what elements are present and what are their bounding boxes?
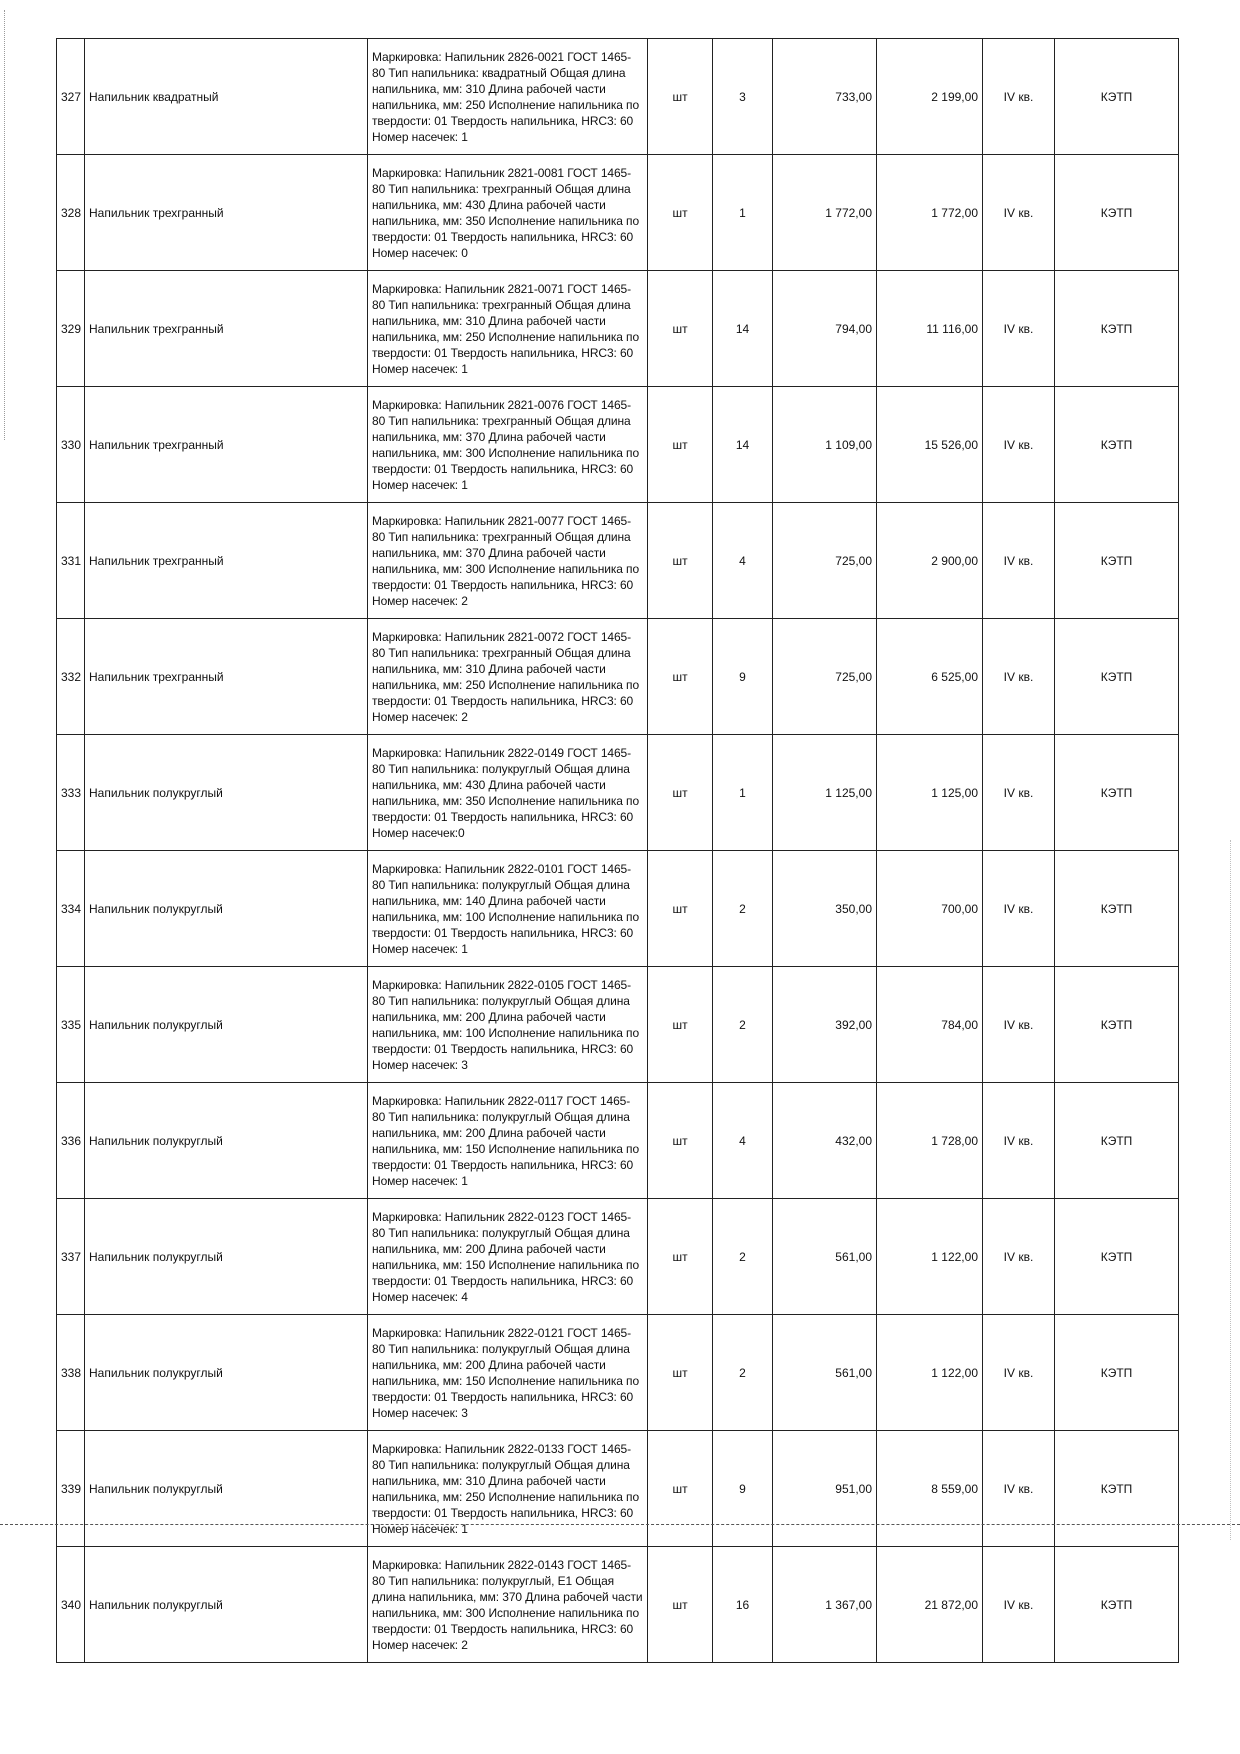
delivery-quarter-cell: IV кв. — [983, 1431, 1055, 1547]
delivery-quarter-cell: IV кв. — [983, 851, 1055, 967]
table-row — [57, 1315, 1179, 1431]
table-row — [57, 735, 1179, 851]
row-number-cell: 327 — [57, 39, 85, 155]
delivery-quarter-cell: IV кв. — [983, 735, 1055, 851]
row-number-cell: 339 — [57, 1431, 85, 1547]
supplier-cell: КЭТП — [1055, 39, 1179, 155]
total-cell: 8 559,00 — [877, 1431, 983, 1547]
table-row — [57, 503, 1179, 619]
unit-price-cell: 561,00 — [773, 1315, 877, 1431]
table-body — [57, 39, 1179, 1663]
item-name-cell: Напильник квадратный — [85, 39, 368, 155]
supplier-cell: КЭТП — [1055, 271, 1179, 387]
quantity-cell: 3 — [713, 39, 773, 155]
unit-cell: шт — [648, 851, 713, 967]
quantity-cell: 14 — [713, 271, 773, 387]
table-row — [57, 619, 1179, 735]
supplier-cell: КЭТП — [1055, 155, 1179, 271]
unit-cell: шт — [648, 1431, 713, 1547]
delivery-quarter-cell: IV кв. — [983, 155, 1055, 271]
unit-price-cell: 733,00 — [773, 39, 877, 155]
quantity-cell: 16 — [713, 1547, 773, 1663]
item-name-cell: Напильник полукруглый — [85, 1083, 368, 1199]
unit-cell: шт — [648, 1083, 713, 1199]
item-name-cell: Напильник трехгранный — [85, 387, 368, 503]
supplier-cell: КЭТП — [1055, 1083, 1179, 1199]
row-number-cell: 340 — [57, 1547, 85, 1663]
row-number-cell: 337 — [57, 1199, 85, 1315]
quantity-cell: 1 — [713, 735, 773, 851]
quantity-cell: 9 — [713, 619, 773, 735]
table-row — [57, 271, 1179, 387]
item-name-cell: Напильник полукруглый — [85, 1315, 368, 1431]
delivery-quarter-cell: IV кв. — [983, 1315, 1055, 1431]
total-cell: 6 525,00 — [877, 619, 983, 735]
total-cell: 11 116,00 — [877, 271, 983, 387]
item-description-cell: Маркировка: Напильник 2826-0021 ГОСТ 1465-80 Тип напильника: квадратный Общая длина напильника, мм: 310 Длина рабочей части напильника, мм: 250 Исполнение напильника по твердости: 01 Твердость напильника, HRC3: 60 Номер насечек: 1 — [368, 39, 648, 155]
unit-cell: шт — [648, 387, 713, 503]
unit-price-cell: 432,00 — [773, 1083, 877, 1199]
item-name-cell: Напильник полукруглый — [85, 1431, 368, 1547]
unit-price-cell: 392,00 — [773, 967, 877, 1083]
table-row — [57, 1199, 1179, 1315]
item-description-cell: Маркировка: Напильник 2822-0101 ГОСТ 1465-80 Тип напильника: полукруглый Общая длина напильника, мм: 140 Длина рабочей части напильника, мм: 100 Исполнение напильника по твердости: 01 Твердость напильника, HRC3: 60 Номер насечек: 1 — [368, 851, 648, 967]
supplier-cell: КЭТП — [1055, 619, 1179, 735]
quantity-cell: 2 — [713, 851, 773, 967]
table-row — [57, 1547, 1179, 1663]
delivery-quarter-cell: IV кв. — [983, 387, 1055, 503]
supplier-cell: КЭТП — [1055, 735, 1179, 851]
quantity-cell: 2 — [713, 1199, 773, 1315]
table-row — [57, 39, 1179, 155]
delivery-quarter-cell: IV кв. — [983, 967, 1055, 1083]
supplier-cell: КЭТП — [1055, 387, 1179, 503]
item-description-cell: Маркировка: Напильник 2821-0071 ГОСТ 1465-80 Тип напильника: трехгранный Общая длина напильника, мм: 310 Длина рабочей части напильника, мм: 250 Исполнение напильника по твердости: 01 Твердость напильника, HRC3: 60 Номер насечек: 1 — [368, 271, 648, 387]
total-cell: 2 199,00 — [877, 39, 983, 155]
unit-price-cell: 951,00 — [773, 1431, 877, 1547]
total-cell: 1 122,00 — [877, 1315, 983, 1431]
item-name-cell: Напильник трехгранный — [85, 503, 368, 619]
unit-price-cell: 1 125,00 — [773, 735, 877, 851]
table-row — [57, 1083, 1179, 1199]
item-description-cell: Маркировка: Напильник 2821-0072 ГОСТ 1465-80 Тип напильника: трехгранный Общая длина напильника, мм: 310 Длина рабочей части напильника, мм: 250 Исполнение напильника по твердости: 01 Твердость напильника, HRC3: 60 Номер насечек: 2 — [368, 619, 648, 735]
table-row — [57, 155, 1179, 271]
supplier-cell: КЭТП — [1055, 1199, 1179, 1315]
delivery-quarter-cell: IV кв. — [983, 503, 1055, 619]
item-name-cell: Напильник полукруглый — [85, 1547, 368, 1663]
item-description-cell: Маркировка: Напильник 2822-0133 ГОСТ 1465-80 Тип напильника: полукруглый Общая длина напильника, мм: 310 Длина рабочей части напильника, мм: 250 Исполнение напильника по твердости: 01 Твердость напильника, HRC3: 60 Номер насечек: 1 — [368, 1431, 648, 1547]
unit-cell: шт — [648, 1199, 713, 1315]
quantity-cell: 4 — [713, 1083, 773, 1199]
delivery-quarter-cell: IV кв. — [983, 271, 1055, 387]
quantity-cell: 9 — [713, 1431, 773, 1547]
item-description-cell: Маркировка: Напильник 2821-0081 ГОСТ 1465-80 Тип напильника: трехгранный Общая длина напильника, мм: 430 Длина рабочей части напильника, мм: 350 Исполнение напильника по твердости: 01 Твердость напильника, HRC3: 60 Номер насечек: 0 — [368, 155, 648, 271]
item-description-cell: Маркировка: Напильник 2822-0117 ГОСТ 1465-80 Тип напильника: полукруглый Общая длина напильника, мм: 200 Длина рабочей части напильника, мм: 150 Исполнение напильника по твердости: 01 Твердость напильника, HRC3: 60 Номер насечек: 1 — [368, 1083, 648, 1199]
unit-price-cell: 1 367,00 — [773, 1547, 877, 1663]
unit-cell: шт — [648, 1315, 713, 1431]
unit-cell: шт — [648, 271, 713, 387]
quantity-cell: 14 — [713, 387, 773, 503]
total-cell: 700,00 — [877, 851, 983, 967]
scan-edge-mark — [1230, 840, 1233, 1540]
total-cell: 21 872,00 — [877, 1547, 983, 1663]
specification-table — [56, 38, 1179, 1663]
row-number-cell: 336 — [57, 1083, 85, 1199]
supplier-cell: КЭТП — [1055, 967, 1179, 1083]
total-cell: 1 125,00 — [877, 735, 983, 851]
item-description-cell: Маркировка: Напильник 2821-0077 ГОСТ 1465-80 Тип напильника: трехгранный Общая длина напильника, мм: 370 Длина рабочей части напильника, мм: 300 Исполнение напильника по твердости: 01 Твердость напильника, HRC3: 60 Номер насечек: 2 — [368, 503, 648, 619]
row-number-cell: 329 — [57, 271, 85, 387]
quantity-cell: 4 — [713, 503, 773, 619]
delivery-quarter-cell: IV кв. — [983, 619, 1055, 735]
page-cut-line — [0, 1524, 1240, 1525]
item-name-cell: Напильник полукруглый — [85, 735, 368, 851]
item-name-cell: Напильник полукруглый — [85, 851, 368, 967]
table-row — [57, 967, 1179, 1083]
row-number-cell: 331 — [57, 503, 85, 619]
quantity-cell: 2 — [713, 1315, 773, 1431]
total-cell: 784,00 — [877, 967, 983, 1083]
unit-price-cell: 725,00 — [773, 503, 877, 619]
item-name-cell: Напильник полукруглый — [85, 967, 368, 1083]
item-name-cell: Напильник трехгранный — [85, 619, 368, 735]
item-description-cell: Маркировка: Напильник 2822-0149 ГОСТ 1465-80 Тип напильника: полукруглый Общая длина напильника, мм: 430 Длина рабочей части напильника, мм: 350 Исполнение напильника по твердости: 01 Твердость напильника, HRC3: 60 Номер насечек:0 — [368, 735, 648, 851]
row-number-cell: 328 — [57, 155, 85, 271]
total-cell: 1 122,00 — [877, 1199, 983, 1315]
delivery-quarter-cell: IV кв. — [983, 39, 1055, 155]
total-cell: 1 728,00 — [877, 1083, 983, 1199]
item-name-cell: Напильник трехгранный — [85, 155, 368, 271]
supplier-cell: КЭТП — [1055, 1431, 1179, 1547]
delivery-quarter-cell: IV кв. — [983, 1199, 1055, 1315]
item-description-cell: Маркировка: Напильник 2822-0121 ГОСТ 1465-80 Тип напильника: полукруглый Общая длина напильника, мм: 200 Длина рабочей части напильника, мм: 150 Исполнение напильника по твердости: 01 Твердость напильника, HRC3: 60 Номер насечек: 3 — [368, 1315, 648, 1431]
row-number-cell: 335 — [57, 967, 85, 1083]
item-name-cell: Напильник полукруглый — [85, 1199, 368, 1315]
unit-price-cell: 1 772,00 — [773, 155, 877, 271]
row-number-cell: 333 — [57, 735, 85, 851]
delivery-quarter-cell: IV кв. — [983, 1547, 1055, 1663]
item-description-cell: Маркировка: Напильник 2822-0123 ГОСТ 1465-80 Тип напильника: полукруглый Общая длина напильника, мм: 200 Длина рабочей части напильника, мм: 150 Исполнение напильника по твердости: 01 Твердость напильника, HRC3: 60 Номер насечек: 4 — [368, 1199, 648, 1315]
item-description-cell: Маркировка: Напильник 2822-0105 ГОСТ 1465-80 Тип напильника: полукруглый Общая длина напильника, мм: 200 Длина рабочей части напильника, мм: 100 Исполнение напильника по твердости: 01 Твердость напильника, HRC3: 60 Номер насечек: 3 — [368, 967, 648, 1083]
supplier-cell: КЭТП — [1055, 1315, 1179, 1431]
unit-price-cell: 725,00 — [773, 619, 877, 735]
unit-cell: шт — [648, 967, 713, 1083]
total-cell: 1 772,00 — [877, 155, 983, 271]
table-row — [57, 851, 1179, 967]
unit-price-cell: 1 109,00 — [773, 387, 877, 503]
quantity-cell: 1 — [713, 155, 773, 271]
unit-cell: шт — [648, 1547, 713, 1663]
scan-edge-mark — [4, 10, 8, 440]
unit-price-cell: 561,00 — [773, 1199, 877, 1315]
quantity-cell: 2 — [713, 967, 773, 1083]
unit-cell: шт — [648, 39, 713, 155]
item-description-cell: Маркировка: Напильник 2822-0143 ГОСТ 1465-80 Тип напильника: полукруглый, Е1 Общая длина напильника, мм: 370 Длина рабочей части напильника, мм: 300 Исполнение напильника по твердости: 01 Твердость напильника, HRC3: 60 Номер насечек: 2 — [368, 1547, 648, 1663]
table-row — [57, 387, 1179, 503]
row-number-cell: 332 — [57, 619, 85, 735]
row-number-cell: 338 — [57, 1315, 85, 1431]
supplier-cell: КЭТП — [1055, 1547, 1179, 1663]
unit-cell: шт — [648, 155, 713, 271]
item-description-cell: Маркировка: Напильник 2821-0076 ГОСТ 1465-80 Тип напильника: трехгранный Общая длина напильника, мм: 370 Длина рабочей части напильника, мм: 300 Исполнение напильника по твердости: 01 Твердость напильника, HRC3: 60 Номер насечек: 1 — [368, 387, 648, 503]
supplier-cell: КЭТП — [1055, 503, 1179, 619]
total-cell: 15 526,00 — [877, 387, 983, 503]
unit-price-cell: 794,00 — [773, 271, 877, 387]
unit-cell: шт — [648, 503, 713, 619]
total-cell: 2 900,00 — [877, 503, 983, 619]
unit-cell: шт — [648, 619, 713, 735]
item-name-cell: Напильник трехгранный — [85, 271, 368, 387]
unit-cell: шт — [648, 735, 713, 851]
unit-price-cell: 350,00 — [773, 851, 877, 967]
table-row — [57, 1431, 1179, 1547]
delivery-quarter-cell: IV кв. — [983, 1083, 1055, 1199]
row-number-cell: 330 — [57, 387, 85, 503]
row-number-cell: 334 — [57, 851, 85, 967]
supplier-cell: КЭТП — [1055, 851, 1179, 967]
